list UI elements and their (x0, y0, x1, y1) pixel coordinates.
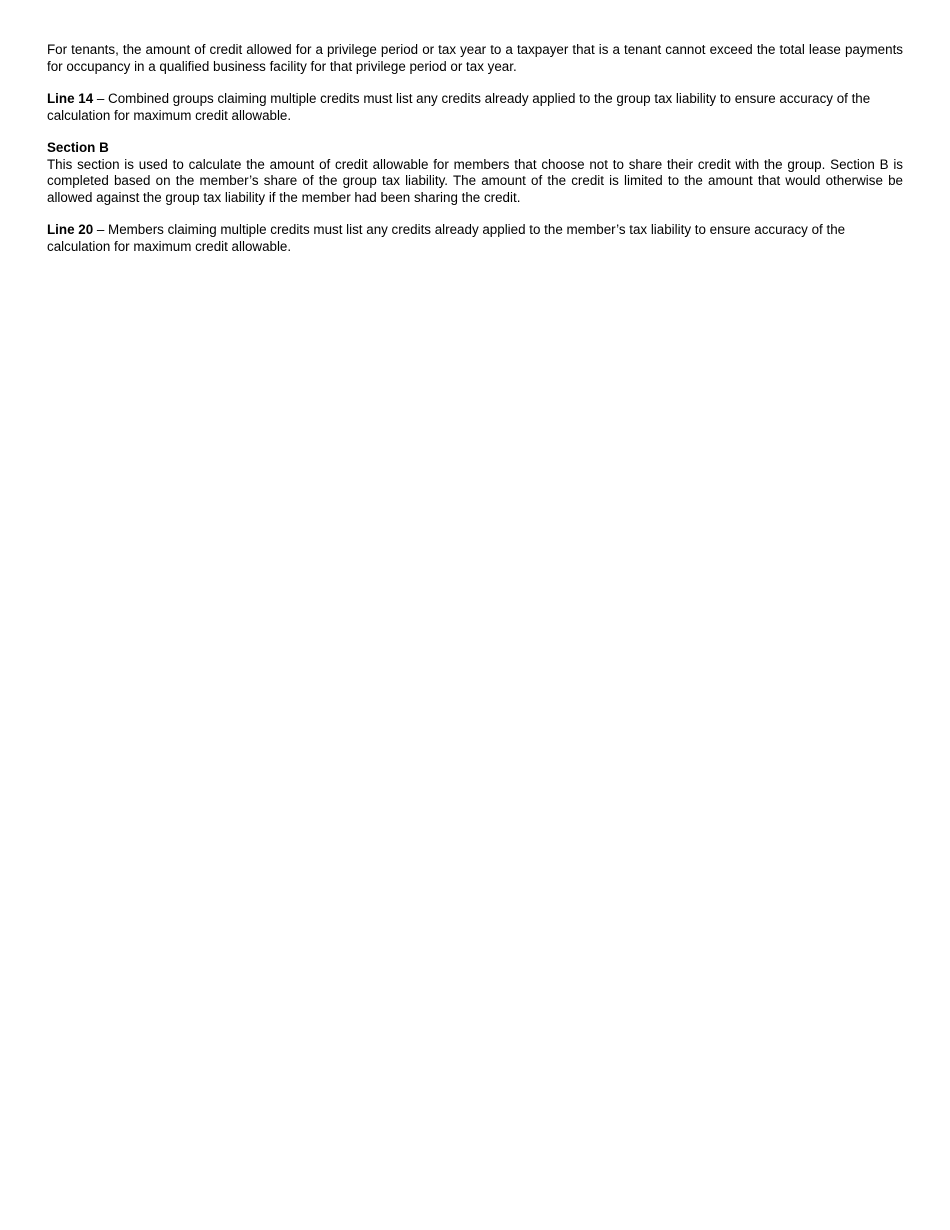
document-page (47, 42, 903, 271)
line-20-paragraph (47, 222, 903, 255)
section-b-text: This section is used to calculate the amount of credit allowable for members that choose not to share their credit with the group. Section B is completed based on the member’s share of the group tax liability. The amount of the credit is limited to the amount that would otherwise be allowed against the group tax liability if the member had been sharing the credit. (47, 156, 903, 205)
line-14-paragraph (47, 91, 903, 124)
tenants-paragraph: For tenants, the amount of credit allowed for a privilege period or tax year to a taxpayer that is a tenant cannot exceed the total lease payments for occupancy in a qualified business facility for that privilege period or tax year. (47, 42, 903, 74)
line-20-text: – Members claiming multiple credits must list any credits already applied to the member’s tax liability to ensure accuracy of the calculation for maximum credit allowable. (47, 222, 846, 254)
line-20-label: Line 20 (47, 222, 94, 238)
section-b-heading: Section B (47, 139, 109, 155)
section-b (47, 140, 903, 207)
line-14-text: – Combined groups claiming multiple credits must list any credits already applied to the group tax liability to ensure accuracy of the calculation for maximum credit allowable. (47, 90, 871, 123)
line-14-label: Line 14 (47, 90, 94, 106)
